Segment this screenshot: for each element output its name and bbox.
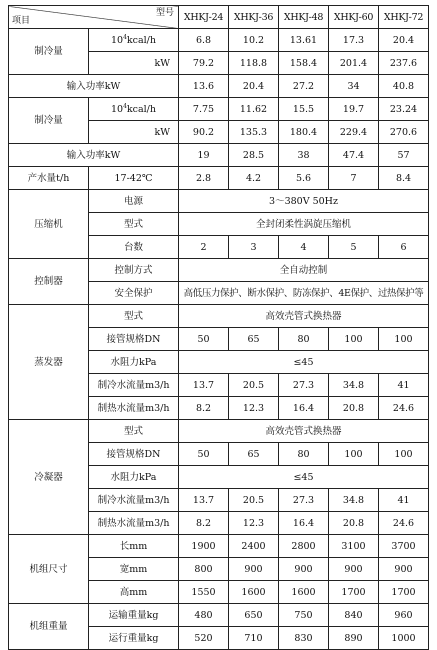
evaporator-heat-flow-value: 24.6 xyxy=(379,397,429,420)
compressor-count-value: 5 xyxy=(329,236,379,259)
header-row xyxy=(9,6,429,29)
condenser-pipe-label: 接管规格DN xyxy=(89,443,179,466)
cooling1-kcal-value: 10.2 xyxy=(229,29,279,52)
header-diagonal-cell xyxy=(9,6,179,29)
cooling2-kcal-value: 7.75 xyxy=(179,98,229,121)
weight-transport-label: 运输重量kg xyxy=(89,604,179,627)
evaporator-cool-flow-value: 27.3 xyxy=(279,374,329,397)
power1-value: 13.6 xyxy=(179,75,229,98)
cooling1-kw-value: 237.6 xyxy=(379,52,429,75)
weight-transport-value: 960 xyxy=(379,604,429,627)
weight-label: 机组重量 xyxy=(9,604,89,650)
condenser-pipe-value: 50 xyxy=(179,443,229,466)
cooling2-kcal-unit xyxy=(89,98,179,121)
cooling1-kcal-unit xyxy=(89,29,179,52)
power2-value: 28.5 xyxy=(229,144,279,167)
dimensions-width-value: 800 xyxy=(179,558,229,581)
evaporator-heat-flow-value: 16.4 xyxy=(279,397,329,420)
power1-value: 34 xyxy=(329,75,379,98)
dimensions-width-value: 900 xyxy=(279,558,329,581)
dimensions-height-value: 1550 xyxy=(179,581,229,604)
dimensions-height-value: 1600 xyxy=(229,581,279,604)
dimensions-height-value: 1700 xyxy=(379,581,429,604)
water-label: 产水量t/h xyxy=(9,167,89,190)
water-value: 4.2 xyxy=(229,167,279,190)
weight-operating-value: 1000 xyxy=(379,627,429,650)
cooling2-label: 制冷量 xyxy=(9,98,89,144)
evaporator-type-value: 高效壳管式换热器 xyxy=(179,305,429,328)
condenser-heat-flow-value: 24.6 xyxy=(379,512,429,535)
dimensions-height-value: 1600 xyxy=(279,581,329,604)
evaporator-heat-flow-value: 12.3 xyxy=(229,397,279,420)
cooling1-kw-value: 158.4 xyxy=(279,52,329,75)
water-value: 7 xyxy=(329,167,379,190)
evaporator-type-row xyxy=(9,305,429,328)
dimensions-width-value: 900 xyxy=(379,558,429,581)
power2-value: 57 xyxy=(379,144,429,167)
evaporator-pipe-value: 65 xyxy=(229,328,279,351)
evaporator-cool-flow-value: 20.5 xyxy=(229,374,279,397)
condenser-type-value: 高效壳管式换热器 xyxy=(179,420,429,443)
dimensions-width-value: 900 xyxy=(329,558,379,581)
cooling1-kw-unit: kW xyxy=(89,52,179,75)
weight-transport-row xyxy=(9,604,429,627)
cooling1-kcal-value: 6.8 xyxy=(179,29,229,52)
power1-value: 20.4 xyxy=(229,75,279,98)
evaporator-cool-flow-value: 41 xyxy=(379,374,429,397)
cooling2-kw-value: 135.3 xyxy=(229,121,279,144)
dimensions-height-value: 1700 xyxy=(329,581,379,604)
power2-value: 38 xyxy=(279,144,329,167)
cooling2-kw-value: 270.6 xyxy=(379,121,429,144)
power1-value: 27.2 xyxy=(279,75,329,98)
dimensions-length-value: 2400 xyxy=(229,535,279,558)
evaporator-pipe-value: 100 xyxy=(329,328,379,351)
condenser-pipe-value: 100 xyxy=(379,443,429,466)
cooling2-kw-unit: kW xyxy=(89,121,179,144)
power1-row xyxy=(9,75,429,98)
unit-rest: kcal/h xyxy=(126,103,157,115)
cooling1-kcal-value: 13.61 xyxy=(279,29,329,52)
dimensions-length-value: 3700 xyxy=(379,535,429,558)
weight-transport-value: 840 xyxy=(329,604,379,627)
evaporator-resist-value: ≤45 xyxy=(179,351,429,374)
spec-table xyxy=(8,5,429,650)
power2-label: 输入功率kW xyxy=(9,144,179,167)
condenser-type-label: 型式 xyxy=(89,420,179,443)
dimensions-length-value: 3100 xyxy=(329,535,379,558)
evaporator-heat-flow-value: 8.2 xyxy=(179,397,229,420)
cooling1-kw-value: 79.2 xyxy=(179,52,229,75)
cooling1-label: 制冷量 xyxy=(9,29,89,75)
compressor-power-row xyxy=(9,190,429,213)
water-value: 5.6 xyxy=(279,167,329,190)
unit-base: 10 xyxy=(110,34,124,46)
cooling1-kw-value: 201.4 xyxy=(329,52,379,75)
cooling1-kcal-value: 20.4 xyxy=(379,29,429,52)
controller-mode-row xyxy=(9,259,429,282)
cooling2-kw-value: 229.4 xyxy=(329,121,379,144)
evaporator-label: 蒸发器 xyxy=(9,305,89,420)
dimensions-length-label: 长mm xyxy=(89,535,179,558)
water-value: 2.8 xyxy=(179,167,229,190)
cooling2-kcal-value: 11.62 xyxy=(229,98,279,121)
cooling2-kw-value: 180.4 xyxy=(279,121,329,144)
condenser-pipe-value: 65 xyxy=(229,443,279,466)
controller-safety-value: 高低压力保护、断水保护、防冻保护、4E保护、过热保护等 xyxy=(179,282,429,305)
model-header: XHKJ-24 xyxy=(179,6,229,29)
weight-transport-value: 650 xyxy=(229,604,279,627)
cooling1-kcal-value: 17.3 xyxy=(329,29,379,52)
controller-mode-value: 全自动控制 xyxy=(179,259,429,282)
power1-label: 输入功率kW xyxy=(9,75,179,98)
water-value: 8.4 xyxy=(379,167,429,190)
evaporator-pipe-value: 100 xyxy=(379,328,429,351)
compressor-count-value: 6 xyxy=(379,236,429,259)
power2-row xyxy=(9,144,429,167)
condenser-heat-flow-label: 制热水流量m3/h xyxy=(89,512,179,535)
unit-exp: 4 xyxy=(123,102,127,110)
dimensions-length-value: 1900 xyxy=(179,535,229,558)
model-header: XHKJ-36 xyxy=(229,6,279,29)
weight-operating-value: 890 xyxy=(329,627,379,650)
compressor-power-label: 电源 xyxy=(89,190,179,213)
evaporator-resist-label: 水阻力kPa xyxy=(89,351,179,374)
condenser-heat-flow-value: 16.4 xyxy=(279,512,329,535)
condenser-label: 冷凝器 xyxy=(9,420,89,535)
dimensions-label: 机组尺寸 xyxy=(9,535,89,604)
power2-value: 19 xyxy=(179,144,229,167)
compressor-type-value: 全封闭柔性涡旋压缩机 xyxy=(179,213,429,236)
controller-mode-label: 控制方式 xyxy=(89,259,179,282)
condenser-cool-flow-value: 13.7 xyxy=(179,489,229,512)
condenser-cool-flow-label: 制冷水流量m3/h xyxy=(89,489,179,512)
dimensions-height-label: 高mm xyxy=(89,581,179,604)
evaporator-cool-flow-value: 13.7 xyxy=(179,374,229,397)
evaporator-cool-flow-value: 34.8 xyxy=(329,374,379,397)
weight-transport-value: 480 xyxy=(179,604,229,627)
water-row xyxy=(9,167,429,190)
condenser-pipe-value: 100 xyxy=(329,443,379,466)
model-header: XHKJ-60 xyxy=(329,6,379,29)
evaporator-heat-flow-value: 20.8 xyxy=(329,397,379,420)
evaporator-pipe-value: 50 xyxy=(179,328,229,351)
dimensions-width-value: 900 xyxy=(229,558,279,581)
power2-value: 47.4 xyxy=(329,144,379,167)
compressor-count-value: 4 xyxy=(279,236,329,259)
cooling2-kcal-value: 15.5 xyxy=(279,98,329,121)
item-header-label: 项目 xyxy=(12,16,31,26)
evaporator-heat-flow-label: 制热水流量m3/h xyxy=(89,397,179,420)
condenser-cool-flow-value: 34.8 xyxy=(329,489,379,512)
condenser-heat-flow-value: 20.8 xyxy=(329,512,379,535)
dimensions-length-value: 2800 xyxy=(279,535,329,558)
evaporator-pipe-label: 接管规格DN xyxy=(89,328,179,351)
compressor-label: 压缩机 xyxy=(9,190,89,259)
cooling2-kcal-row xyxy=(9,98,429,121)
compressor-power-value: 3～380V 50Hz xyxy=(179,190,429,213)
unit-rest: kcal/h xyxy=(126,34,157,46)
condenser-resist-value: ≤45 xyxy=(179,466,429,489)
weight-operating-value: 710 xyxy=(229,627,279,650)
condenser-cool-flow-value: 20.5 xyxy=(229,489,279,512)
condenser-cool-flow-value: 27.3 xyxy=(279,489,329,512)
weight-operating-value: 520 xyxy=(179,627,229,650)
spec-table-container xyxy=(8,5,429,650)
condenser-pipe-value: 80 xyxy=(279,443,329,466)
condenser-type-row xyxy=(9,420,429,443)
dimensions-length-row xyxy=(9,535,429,558)
dimensions-width-label: 宽mm xyxy=(89,558,179,581)
compressor-count-value: 2 xyxy=(179,236,229,259)
condenser-heat-flow-value: 12.3 xyxy=(229,512,279,535)
water-range: 17-42℃ xyxy=(89,167,179,190)
condenser-heat-flow-value: 8.2 xyxy=(179,512,229,535)
controller-label: 控制器 xyxy=(9,259,89,305)
evaporator-cool-flow-label: 制冷水流量m3/h xyxy=(89,374,179,397)
compressor-count-value: 3 xyxy=(229,236,279,259)
unit-base: 10 xyxy=(110,103,124,115)
power1-value: 40.8 xyxy=(379,75,429,98)
controller-safety-label: 安全保护 xyxy=(89,282,179,305)
cooling1-kw-value: 118.8 xyxy=(229,52,279,75)
model-header: XHKJ-48 xyxy=(279,6,329,29)
weight-transport-value: 750 xyxy=(279,604,329,627)
weight-operating-label: 运行重量kg xyxy=(89,627,179,650)
model-header: XHKJ-72 xyxy=(379,6,429,29)
cooling1-kcal-row xyxy=(9,29,429,52)
cooling2-kcal-value: 19.7 xyxy=(329,98,379,121)
condenser-resist-label: 水阻力kPa xyxy=(89,466,179,489)
condenser-cool-flow-value: 41 xyxy=(379,489,429,512)
unit-exp: 4 xyxy=(123,33,127,41)
cooling2-kw-value: 90.2 xyxy=(179,121,229,144)
cooling2-kcal-value: 23.24 xyxy=(379,98,429,121)
model-header-label: 型号 xyxy=(155,8,174,18)
evaporator-pipe-value: 80 xyxy=(279,328,329,351)
compressor-type-label: 型式 xyxy=(89,213,179,236)
compressor-count-label: 台数 xyxy=(89,236,179,259)
evaporator-type-label: 型式 xyxy=(89,305,179,328)
weight-operating-value: 830 xyxy=(279,627,329,650)
